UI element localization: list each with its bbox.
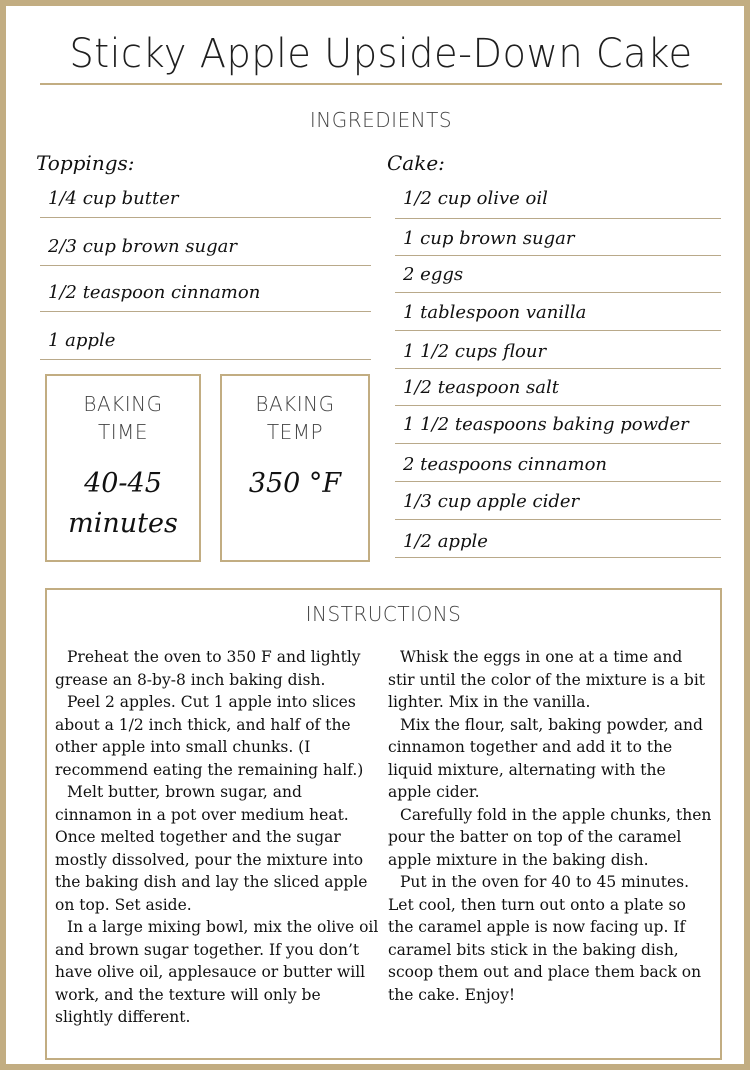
page-title: Sticky Apple Upside-Down Cake xyxy=(69,31,693,77)
cake-item: 1 1/2 teaspoons baking powder xyxy=(395,414,721,444)
cake-item: 2 eggs xyxy=(395,264,721,293)
cake-item: 1 cup brown sugar xyxy=(395,228,721,256)
topping-item: 2/3 cup brown sugar xyxy=(40,236,371,266)
cake-item: 1 1/2 cups flour xyxy=(395,341,721,369)
title-divider xyxy=(40,83,722,85)
baking-time-label: BAKING TIME xyxy=(83,392,163,444)
instruction-step: Peel 2 apples. Cut 1 apple into slices about a 1/2 inch thick, and half of the other apple into small chunks. (I recommend eating the remaining half.) xyxy=(55,693,364,779)
baking-temp-value: 350 °F xyxy=(248,468,342,499)
topping-item: 1/4 cup butter xyxy=(40,188,371,218)
instructions-heading: INSTRUCTIONS xyxy=(305,602,462,626)
instruction-step: Preheat the oven to 350 F and lightly grease an 8-by-8 inch baking dish. xyxy=(55,648,361,689)
cake-item: 2 teaspoons cinnamon xyxy=(395,454,721,482)
cake-item: 1/2 cup olive oil xyxy=(395,188,721,219)
instruction-step: In a large mixing bowl, mix the olive oil and brown sugar together. If you don’t have olive oil, applesauce or butter will work, and the texture will only be slightly different. xyxy=(55,918,379,1026)
topping-item: 1 apple xyxy=(40,330,371,360)
instruction-step: Put in the oven for 40 to 45 minutes. Let cool, then turn out onto a plate so the caramel apple is now facing up. If caramel bits stick in the baking dish, scoop them out and place them back on the cake. Enjoy! xyxy=(388,873,702,1004)
ingredients-heading: INGREDIENTS xyxy=(309,108,453,132)
baking-time-value: 40-45 minutes xyxy=(68,468,178,539)
cake-item: 1 tablespoon vanilla xyxy=(395,302,721,331)
baking-time-box xyxy=(45,374,201,562)
instructions-text xyxy=(55,646,713,1046)
baking-temp-box xyxy=(220,374,370,562)
instruction-step: Melt butter, brown sugar, and cinnamon in a pot over medium heat. Once melted together and the sugar mostly dissolved, pour the mixture into the baking dish and lay the sliced apple on top. Set aside. xyxy=(55,783,368,914)
instructions-box xyxy=(45,588,722,1060)
instruction-step: Carefully fold in the apple chunks, then pour the batter on top of the caramel apple mixture in the baking dish. xyxy=(388,805,712,869)
cake-heading: Cake: xyxy=(387,151,445,175)
cake-item: 1/2 teaspoon salt xyxy=(395,377,721,406)
toppings-heading: Toppings: xyxy=(36,151,135,175)
baking-temp-label: BAKING TEMP xyxy=(255,392,335,444)
cake-item: 1/2 apple xyxy=(395,531,721,558)
instruction-step: Mix the flour, salt, baking powder, and cinnamon together and add it to the liquid mixture, alternating with the apple cider. xyxy=(388,715,703,801)
cake-item: 1/3 cup apple cider xyxy=(395,491,721,520)
topping-item: 1/2 teaspoon cinnamon xyxy=(40,282,371,312)
instruction-step: Whisk the eggs in one at a time and stir until the color of the mixture is a bit lighter. Mix in the vanilla. xyxy=(388,648,706,711)
